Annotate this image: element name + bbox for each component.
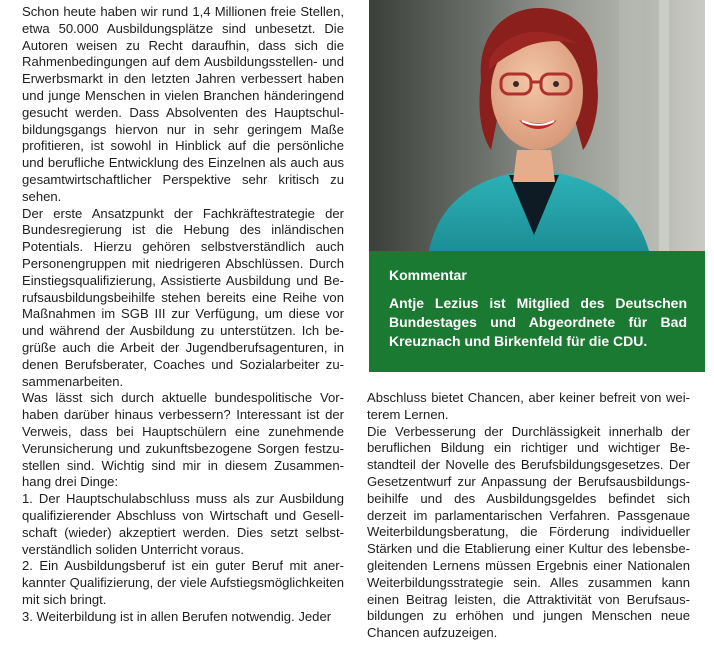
- paragraph: Abschluss bietet Chancen, aber keiner befreit von weiterem Lernen.: [367, 390, 690, 422]
- comment-heading: Kommentar: [389, 267, 467, 283]
- author-portrait-photo: [369, 0, 705, 251]
- paragraph: Schon heute haben wir rund 1,4 Millionen freie Stellen, etwa 50.000 Ausbildungsplätze sind unbesetzt. Die Autoren weisen zu Recht daraufhin, dass sich die Rahmenbedingungen auf dem Ausbildungsstellen- und Erwerbsmarkt in den letzten Jahren verbessert haben und junge Menschen in vielen Branchen händeringend gesucht werden. Dass Absolventen des Hauptschulbildungsgangs hiervon nur in sehr geringem Maße profitieren, ist sowohl in Hinblick auf die persönliche und berufliche Entwicklung des Einzelnen als auch aus gesamtwirtschaftlicher Perspektive sehr kritisch zu sehen.: [22, 4, 344, 204]
- author-bio: Antje Lezius ist Mitglied des Deutschen Bundestages und Abgeordnete für Bad Kreuznach und Birkenfeld für die CDU.: [389, 295, 687, 349]
- paragraph: 1. Der Hauptschulabschluss muss als zur Ausbildung qualifizierender Abschluss von Wirtschaft und Gesellschaft (wieder) akzeptiert werden. Dies setzt selbstverständlich soliden Unterricht voraus.: [22, 491, 344, 557]
- paragraph: 3. Weiterbildung ist in allen Berufen notwendig. Jeder: [22, 608, 332, 624]
- paragraph: Die Verbesserung der Durchlässigkeit innerhalb der beruflichen Bildung ein richtiger und wichtiger Bestandteil der Novelle des Berufsbildungsgesetzes. Der Gesetzentwurf zur Anpassung der Berufsausbildungsbeihilfe und des Ausbildungsgeldes befindet sich derzeit im parlamentarischen Verfahren. Passgenaue Weiterbildungsberatung, die Förderung individueller Stärken und die Etablierung einer Kultur des lebensbegleitenden Lernens müssen Ergebnis einer Nationalen Weiterbildungsstrategie sein. Alles zusammen kann einen Beitrag leisten, die Attraktivität von Berufsausbildungen zu erhöhen und jungen Menschen neue Chancen aufzuzeigen.: [367, 423, 690, 641]
- paragraph: Was lässt sich durch aktuelle bundespolitische Vorhaben darüber hinaus verbessern? Interessant ist der Verweis, dass bei Hauptschülern eine zunehmende Verunsicherung und zukunftsbezogene Sorgen festzustellen sind. Wichtig sind mir in diesem Zusammenhang drei Dinge:: [22, 390, 344, 490]
- article-right-column: [367, 390, 690, 642]
- paragraph: Der erste Ansatzpunkt der Fachkräftestrategie der Bundesregierung ist die Hebung des inländischen Potentials. Hierzu gehören selbstverständlich auch Personengruppen mit niedrigeren Abschlüssen. Durch Einstiegsqualifizierung, Assistierte Ausbildung und Berufsausbildungsbeihilfe stehen bereits eine Reihe von Maßnahmen im SGB III zur Verfügung, um diese vor und während der Ausbildung zu unterstützen. Ich begrüße auch die Arbeit der Jugendberufsagenturen, in denen Berufsberater, Coaches und Sozialarbeiter zusammenarbeiten.: [22, 205, 344, 389]
- comment-box: [369, 251, 705, 372]
- article-left-column: [22, 4, 344, 625]
- paragraph: 2. Ein Ausbildungsberuf ist ein guter Beruf mit anerkannter Qualifizierung, der viele Aufstiegsmöglichkeiten mit sich bringt.: [22, 558, 344, 607]
